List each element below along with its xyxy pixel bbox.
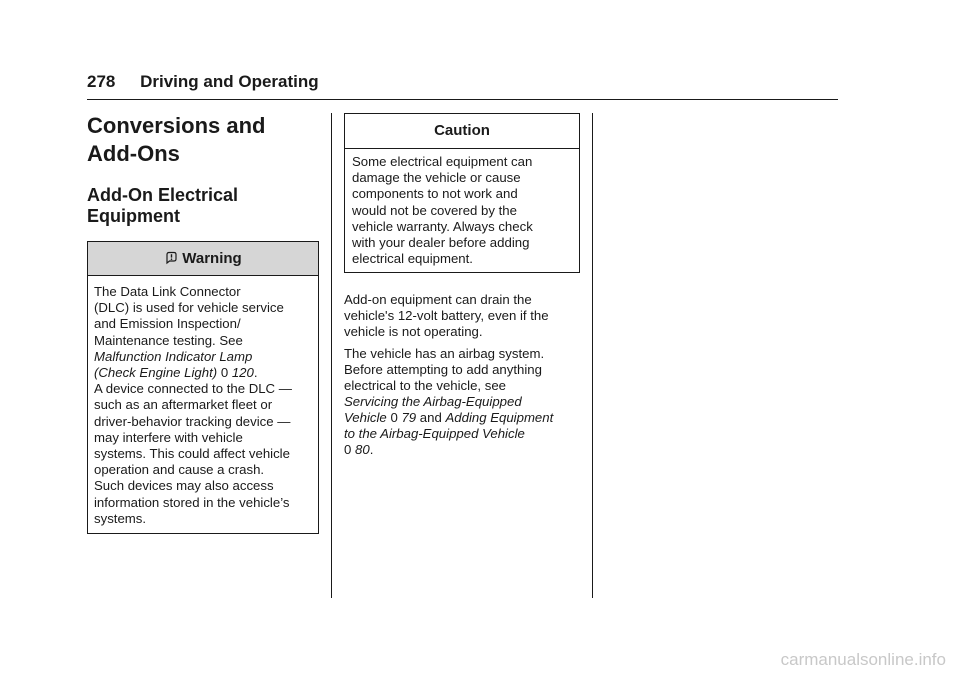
watermark: carmanualsonline.info xyxy=(780,650,946,669)
caution-body: Some electrical equipment can damage the vehicle or cause components to not work and would not be covered by the vehicle warranty. Always check with your dealer before adding electrical equipment. xyxy=(352,154,533,267)
column-divider-2 xyxy=(592,113,593,598)
page-ref-icon: 0 xyxy=(390,410,398,426)
left-column xyxy=(87,112,319,534)
section-title: Driving and Operating xyxy=(140,72,319,91)
ref-airbag-vehicle[interactable]: to the Airbag-Equipped Vehicle xyxy=(344,426,525,442)
page-ref-icon: 0 xyxy=(344,442,352,458)
warning-heading xyxy=(88,242,318,276)
column-divider-1 xyxy=(331,113,332,598)
caution-box xyxy=(344,113,580,273)
warning-box xyxy=(87,241,319,534)
warning-body: The Data Link Connector (DLC) is used for vehicle service and Emission Inspection/ Maintenance testing. See Malfunction Indicator Lamp (Check Engine Light) 0 120. A device connected to the DLC — such as an aftermarket fleet or driver-behavior tracking device — may interfere with vehicle systems. This could affect vehicle operation and cause a crash. Such devices may also access information stored in the vehicle’s systems. xyxy=(94,284,292,526)
ref-adding-equipment[interactable]: Adding Equipment xyxy=(445,410,554,426)
page-number: 278 xyxy=(87,72,116,91)
paragraph-battery: Add-on equipment can drain the vehicle's 12-volt battery, even if the vehicle is not operating. xyxy=(344,292,549,340)
header-rule xyxy=(87,99,838,100)
subsection-title: Add-On Electrical Equipment xyxy=(87,185,239,226)
ref-servicing-airbag[interactable]: Servicing the Airbag-Equipped xyxy=(344,394,522,410)
page-header xyxy=(87,72,319,92)
caution-title: Caution xyxy=(345,114,579,149)
ref-mil-lamp[interactable]: Malfunction Indicator Lamp xyxy=(94,348,253,364)
page-ref-79[interactable]: 79 xyxy=(401,410,417,426)
page-ref-120[interactable]: 120 xyxy=(231,365,254,381)
main-title: Conversions and Add-Ons xyxy=(87,113,266,166)
page-ref-icon: 0 xyxy=(220,365,229,381)
page-ref-80[interactable]: 80 xyxy=(355,442,370,458)
ref-vehicle[interactable]: Vehicle xyxy=(344,410,387,426)
middle-column xyxy=(344,113,580,458)
ref-check-engine[interactable]: (Check Engine Light) xyxy=(94,365,218,381)
warning-title: Warning xyxy=(182,250,242,267)
warning-icon xyxy=(164,245,179,278)
paragraph-airbag: The vehicle has an airbag system. Before attempting to add anything electrical to the vehicle, see Servicing the Airbag-Equipped Vehicle 0 79 and Adding Equipment to the Airbag-Equipped Vehicle 0 80. xyxy=(344,346,554,458)
